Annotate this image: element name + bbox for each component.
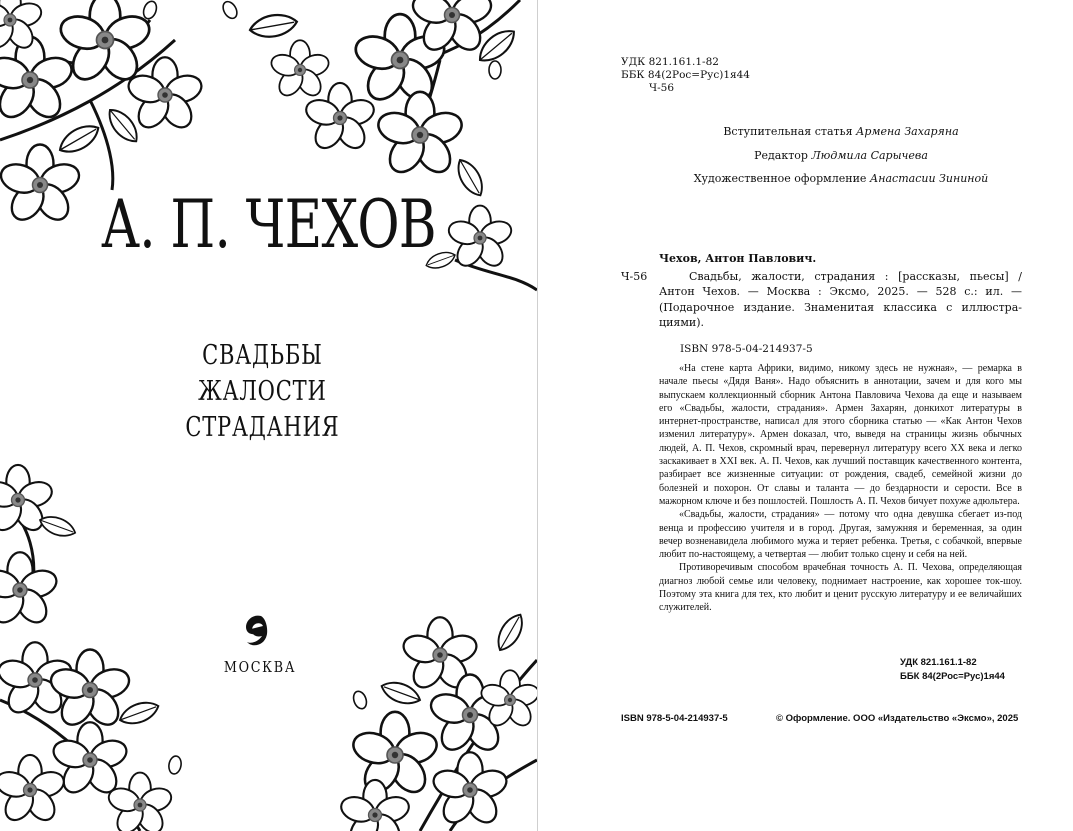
- udk-code: УДК 821.161.1-82: [621, 56, 719, 68]
- credit-role: Художественное оформление: [693, 172, 870, 185]
- annotation-paragraph: «Свадьбы, жалости, страдания» — потому что одна девушка сбегает из-под венца и профессию учителя и в город. Другая, замужняя и беременная, за один вечер возненавидела любимого мужа и теряет ребенка. Третья, с собачкой, впервые любит по-настоящему, а четвертая — любит только сцену и себя на ней.: [659, 509, 1022, 561]
- eksmo-logo-icon: [243, 612, 269, 648]
- publisher-city: МОСКВА: [223, 658, 297, 676]
- credit-intro: [621, 125, 1061, 138]
- catalog-code: Ч-56: [621, 270, 648, 283]
- bbk-code: ББК 84(2Рос=Рус)1я44: [900, 671, 1005, 682]
- title-line: ЖАЛОСТИ: [198, 376, 327, 407]
- catalog-author: Чехов, Антон Павлович.: [659, 252, 817, 265]
- udk-block-top: [621, 56, 750, 95]
- credit-role: Редактор: [754, 149, 812, 162]
- annotation-paragraph: «На стене карта Африки, видимо, никому здесь не нужная», — ремарка в начале пьесы «Дядя Ваня». Надо объяснить в аннотации, зачем и для кого мы выпускаем коллекционный сборник Антона Павловича Чехова да еще и называем его «Свадьбы, жалости, страдания». Армен Захарян, донкихот литературы в интернет-пространстве, написал для этого сборника статью — «Как Антон Чехов изменил литературу». Армен doказал, что, выведя на страницы жизнь обычных людей, А. П. Чехов, скромный врач, перевернул литературу всего XX века и легко заскакивает в XXI век. А. П. Чехов, как лучший поставщик качественного контента, разбирает все жизненные ситуации: от рождения, свадеб, семейной жизни до болезней и похорон. От славы и таланта — до бездарности и серости. Все в мажорном ключе и без пошлостей. Пошлость А. П. Чехов бичует похуже адюльтера.: [659, 363, 1022, 507]
- annotation-paragraph: Противоречивым способом врачебная точность А. П. Чехова, определяющая диагноз любой семье или человеку, поднимает настроение, как хорошее ток-шоу. Поэтому эта книга для тех, кто любит и ценит русскую литературу и ее величайших служителей.: [659, 562, 1022, 614]
- credit-editor: [621, 149, 1061, 162]
- catalog-isbn: ISBN 978-5-04-214937-5: [680, 343, 813, 355]
- catalog-description: [659, 269, 1022, 330]
- credit-name: Анастасии Зининой: [869, 172, 989, 185]
- author-title: А. П. ЧЕХОВ: [100, 186, 436, 263]
- catalog-description-text: Свадьбы, жалости, страдания : [рассказы, пьесы] / Антон Чехов. — Москва : Эксмо, 2025. — 528 с.: ил. — (Подарочное издание. Знаменитая классика с иллюстра-циями).: [659, 270, 1022, 329]
- imprint-page: [538, 0, 1073, 831]
- credit-role: Вступительная статья: [723, 125, 857, 138]
- book-title: [159, 338, 366, 446]
- udk-block-bottom: [900, 656, 1005, 684]
- footer-copyright: © Оформление. ООО «Издательство «Эксмо», 2025: [776, 713, 1019, 724]
- udk-code: УДК 821.161.1-82: [900, 657, 977, 668]
- footer-isbn: ISBN 978-5-04-214937-5: [621, 713, 728, 724]
- bbk-code: ББК 84(2Рос=Рус)1я44: [621, 69, 750, 81]
- author-mark: Ч-56: [649, 82, 675, 94]
- credit-name: Армена Захаряна: [856, 125, 959, 138]
- credit-name: Людмила Сарычева: [811, 149, 928, 162]
- title-line: СВАДЬБЫ: [202, 340, 323, 371]
- credit-design: [621, 172, 1061, 185]
- title-line: СТРАДАНИЯ: [185, 412, 340, 443]
- annotation: [659, 362, 1022, 615]
